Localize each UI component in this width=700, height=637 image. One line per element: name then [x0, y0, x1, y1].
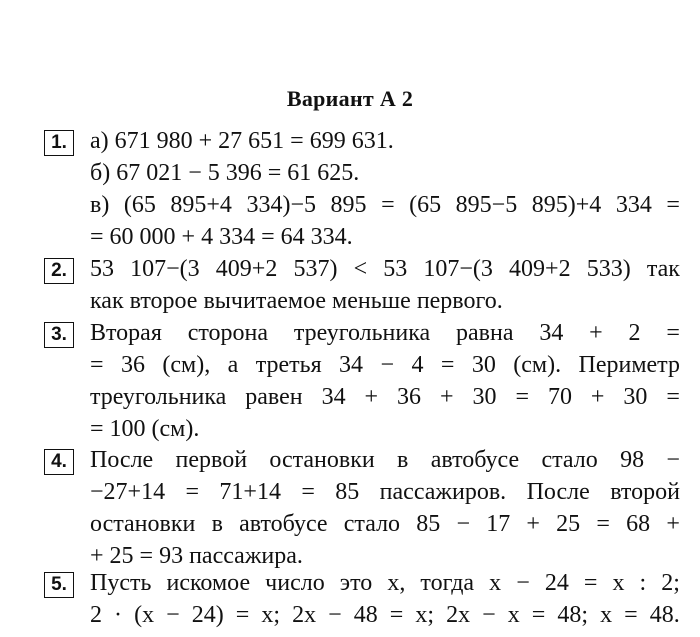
word: = — [235, 602, 250, 628]
word: автобусе — [239, 511, 328, 537]
word: −27+14 — [90, 479, 166, 505]
word: равна — [456, 320, 514, 346]
word: в) — [90, 192, 110, 218]
word: 533) — [586, 256, 631, 282]
word: Периметр — [578, 352, 680, 378]
word: в — [211, 511, 223, 537]
word: 48. — [649, 602, 680, 628]
word: треугольника — [90, 384, 227, 410]
problem-2-number: 2. — [44, 258, 74, 284]
word: 895+4 — [170, 192, 232, 218]
word: пассажиров. — [379, 479, 507, 505]
word: = — [666, 192, 680, 218]
word: = — [666, 320, 680, 346]
word: треугольника — [293, 320, 431, 346]
word: 334)−5 — [246, 192, 316, 218]
word: После — [526, 479, 590, 505]
word: 36 — [397, 384, 422, 410]
page-title: Вариант А 2 — [286, 86, 414, 111]
word: стало — [343, 511, 401, 537]
word: + — [589, 320, 603, 346]
word: − — [666, 447, 680, 473]
word: второй — [610, 479, 680, 505]
word: (65 — [409, 192, 442, 218]
word: x — [612, 570, 625, 596]
word: : — [639, 570, 647, 596]
word: x — [489, 570, 502, 596]
word: 53 — [383, 256, 408, 282]
word: = — [90, 352, 104, 378]
word: 36 — [120, 352, 145, 378]
word: 30 — [472, 384, 497, 410]
word: 2x — [292, 602, 317, 628]
word: = — [389, 602, 404, 628]
word: 48; — [557, 602, 589, 628]
word: 334 — [615, 192, 652, 218]
problem-5-number: 5. — [44, 572, 74, 598]
word: (x — [134, 602, 155, 628]
problem-3-number: 3. — [44, 322, 74, 348]
word: 98 — [620, 447, 645, 473]
word: (см). — [513, 352, 562, 378]
word: так — [646, 256, 680, 282]
word: 2x — [446, 602, 471, 628]
problem-4-number: 4. — [44, 449, 74, 475]
word: + — [590, 384, 605, 410]
word: 2; — [661, 570, 680, 596]
word: (65 — [123, 192, 156, 218]
word: 409+2 — [509, 256, 571, 282]
word: Пусть — [90, 570, 152, 596]
word: − — [516, 570, 530, 596]
word: − — [166, 602, 180, 628]
word: равен — [245, 384, 303, 410]
word: 71+14 — [219, 479, 281, 505]
word: − — [380, 352, 395, 378]
word: 24 — [544, 570, 569, 596]
word: + — [439, 384, 454, 410]
word: сторона — [187, 320, 269, 346]
word: = — [185, 479, 200, 505]
problem-4-line-1 — [90, 445, 680, 475]
word: 25 — [556, 511, 581, 537]
word: первой — [175, 447, 248, 473]
problem-4-line-2 — [90, 477, 680, 507]
problem-1-line-1: а) 671 980 + 27 651 = 699 631. — [90, 128, 394, 154]
problem-2-line-2: как второе вычитаемое меньше первого. — [90, 288, 503, 314]
word: − — [456, 511, 471, 537]
problem-3-line-2 — [90, 350, 680, 380]
word: · — [114, 602, 123, 628]
word: 68 — [626, 511, 651, 537]
problem-2-line-1 — [90, 254, 680, 284]
word: = — [583, 570, 598, 596]
word: автобусе — [430, 447, 520, 473]
word: x; — [261, 602, 281, 628]
word: 895)+4 — [531, 192, 602, 218]
word: = — [515, 384, 529, 410]
word: остановки — [269, 447, 375, 473]
word: x — [507, 602, 520, 628]
problem-5-line-1 — [90, 568, 680, 598]
word: = — [301, 479, 315, 505]
word: + — [364, 384, 379, 410]
problem-4-line-3 — [90, 509, 680, 539]
problem-1-line-2: б) 67 021 − 5 396 = 61 625. — [90, 160, 360, 186]
word: x, — [387, 570, 406, 596]
word: 34 — [339, 352, 364, 378]
word: 2 — [90, 602, 102, 628]
word: а — [227, 352, 239, 378]
word: − — [328, 602, 342, 628]
word: x; — [415, 602, 435, 628]
word: < — [353, 256, 368, 282]
problem-5-line-2 — [90, 600, 680, 630]
word: 4 — [411, 352, 424, 378]
word: тогда — [420, 570, 475, 596]
word: 17 — [486, 511, 511, 537]
word: искомое — [166, 570, 251, 596]
word: x — [600, 602, 613, 628]
word: = — [624, 602, 638, 628]
word: 34 — [321, 384, 346, 410]
word: + — [666, 511, 680, 537]
word: После — [90, 447, 154, 473]
word: = — [440, 352, 455, 378]
word: 53 — [90, 256, 114, 282]
word: 85 — [416, 511, 441, 537]
problem-4-line-4: + 25 = 93 пассажира. — [90, 543, 303, 569]
word: стало — [541, 447, 598, 473]
word: 24) — [191, 602, 224, 628]
word: − — [482, 602, 496, 628]
word: = — [666, 384, 680, 410]
word: 537) — [293, 256, 338, 282]
word: 30 — [471, 352, 496, 378]
word: третья — [255, 352, 322, 378]
word: 409+2 — [215, 256, 278, 282]
word: число — [265, 570, 325, 596]
word: 30 — [623, 384, 648, 410]
word: 34 — [539, 320, 564, 346]
word: = — [596, 511, 610, 537]
word: 107−(3 — [130, 256, 200, 282]
word: это — [339, 570, 373, 596]
word: в — [397, 447, 409, 473]
problem-3-line-4: = 100 (см). — [90, 416, 200, 442]
word: (см), — [162, 352, 211, 378]
word: остановки — [90, 511, 196, 537]
word: 85 — [335, 479, 360, 505]
problem-3-line-3 — [90, 382, 680, 412]
word: = — [381, 192, 395, 218]
problem-3-line-1 — [90, 318, 680, 348]
word: Вторая — [90, 320, 162, 346]
word: + — [526, 511, 540, 537]
word: 48 — [353, 602, 378, 628]
word: 895−5 — [455, 192, 518, 218]
word: = — [531, 602, 546, 628]
word: 107−(3 — [423, 256, 493, 282]
problem-1-line-3 — [90, 190, 680, 220]
word: 2 — [628, 320, 641, 346]
word: 70 — [547, 384, 572, 410]
problem-1-line-4: = 60 000 + 4 334 = 64 334. — [90, 224, 353, 250]
problem-1-number: 1. — [44, 130, 74, 156]
word: 895 — [330, 192, 367, 218]
